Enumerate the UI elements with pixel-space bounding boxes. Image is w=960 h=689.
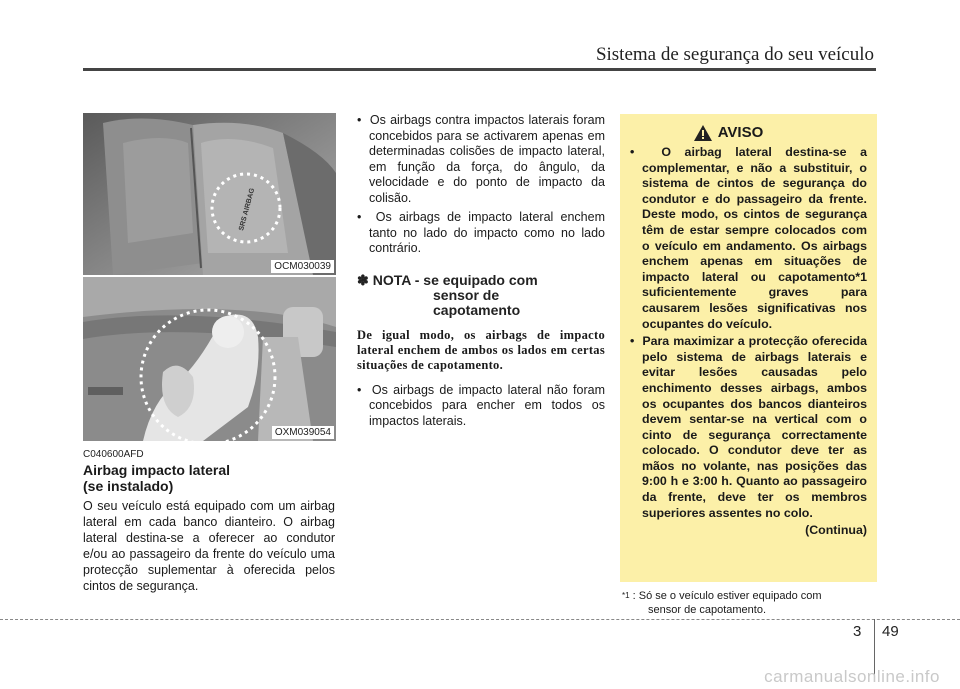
nota-line3: capotamento: [433, 301, 521, 318]
header-title: Sistema de segurança do seu veículo: [595, 44, 874, 65]
page-number: 49: [882, 623, 899, 640]
section-title: [83, 462, 333, 494]
warning-item: • Para maximizar a protecção oferecida pelo sistema de airbags laterais e evitar lesões causadas pelo enchimento desses airbags, ambos os ocupantes dos bancos dianteiros devem sentar-se na vertical com o cinto de segurança correctamente colocado. O condutor deve ter as mãos no volante, nas posições das 9:00 h e 3:00 h. Quanto ao passageiro da frente, deve ter os membros superiores assentes no colo.: [630, 334, 867, 520]
bullet-item: • Os airbags contra impactos laterais foram concebidos para se activarem apenas em determinadas colisões de impacto lateral, em função da força, do ângulo, da velocidade e do ponto de impacto da colisão.: [357, 113, 606, 205]
occupant-airbag-figure: [83, 277, 336, 441]
section-title-line2: (se instalado): [83, 478, 174, 494]
warning-title: AVISO: [717, 124, 764, 141]
warning-box: [620, 114, 877, 582]
continued-label: (Continua): [805, 523, 867, 538]
middle-column: [357, 113, 605, 433]
srs-airbag-badge: SRS AIRBAG: [238, 187, 257, 232]
watermark: carmanualsonline.info: [764, 667, 940, 686]
footnote: [622, 589, 877, 617]
nota-line1: NOTA - se equipado com: [372, 271, 538, 288]
figure-label: OCM030039: [271, 260, 334, 273]
nota-line2: sensor de: [433, 286, 500, 303]
seat-illustration: [83, 113, 336, 275]
warning-triangle-icon: [694, 125, 712, 141]
occupant-illustration: [83, 277, 336, 441]
nota-symbol-icon: ✽: [357, 271, 369, 288]
section-title-line1: Airbag impacto lateral: [83, 462, 231, 478]
figure-label: OXM039054: [272, 426, 334, 439]
footer-rule: [0, 619, 960, 620]
nota-heading: [357, 273, 605, 318]
warning-item: • O airbag lateral destina-se a complementar, e não a substituir, o sistema de cintos de segurança do condutor e do passageiro da frente. Deste modo, os cintos de segurança têm de estar sempre colocados com o veículo em andamento. Os airbags enchem apenas em situações de impacto lateral ou capotamento*1 suficientemente graves para causarem lesões significativas nos ocupantes do veículo.: [630, 145, 867, 331]
header-rule: [83, 68, 876, 71]
nota-text: De igual modo, os airbags de impacto lateral enchem de ambos os lados em certas situações de capotamento.: [357, 327, 605, 372]
side-airbag-seat-figure: [83, 113, 336, 275]
warning-header: [590, 124, 867, 141]
bullet-item: • Os airbags de impacto lateral enchem tanto no lado do impacto como no lado contrário.: [357, 210, 605, 255]
footnote-line1: : Só se o veículo estiver equipado com: [632, 590, 822, 602]
section-code: C040600AFD: [83, 449, 144, 460]
chapter-number: 3: [853, 623, 862, 640]
bullet-item: • Os airbags de impacto lateral não foram concebidos para encher em todos os impactos laterais.: [357, 382, 605, 428]
section-body: O seu veículo está equipado com um airbag lateral em cada banco dianteiro. O airbag lateral destina-se a oferecer ao condutor e/ou ao passageiro da frente do veículo uma protecção suplementar à oferecida pelos cintos de segurança.: [83, 499, 335, 593]
footnote-line2: sensor de capotamento.: [648, 604, 767, 616]
footnote-mark: *1: [622, 591, 630, 600]
